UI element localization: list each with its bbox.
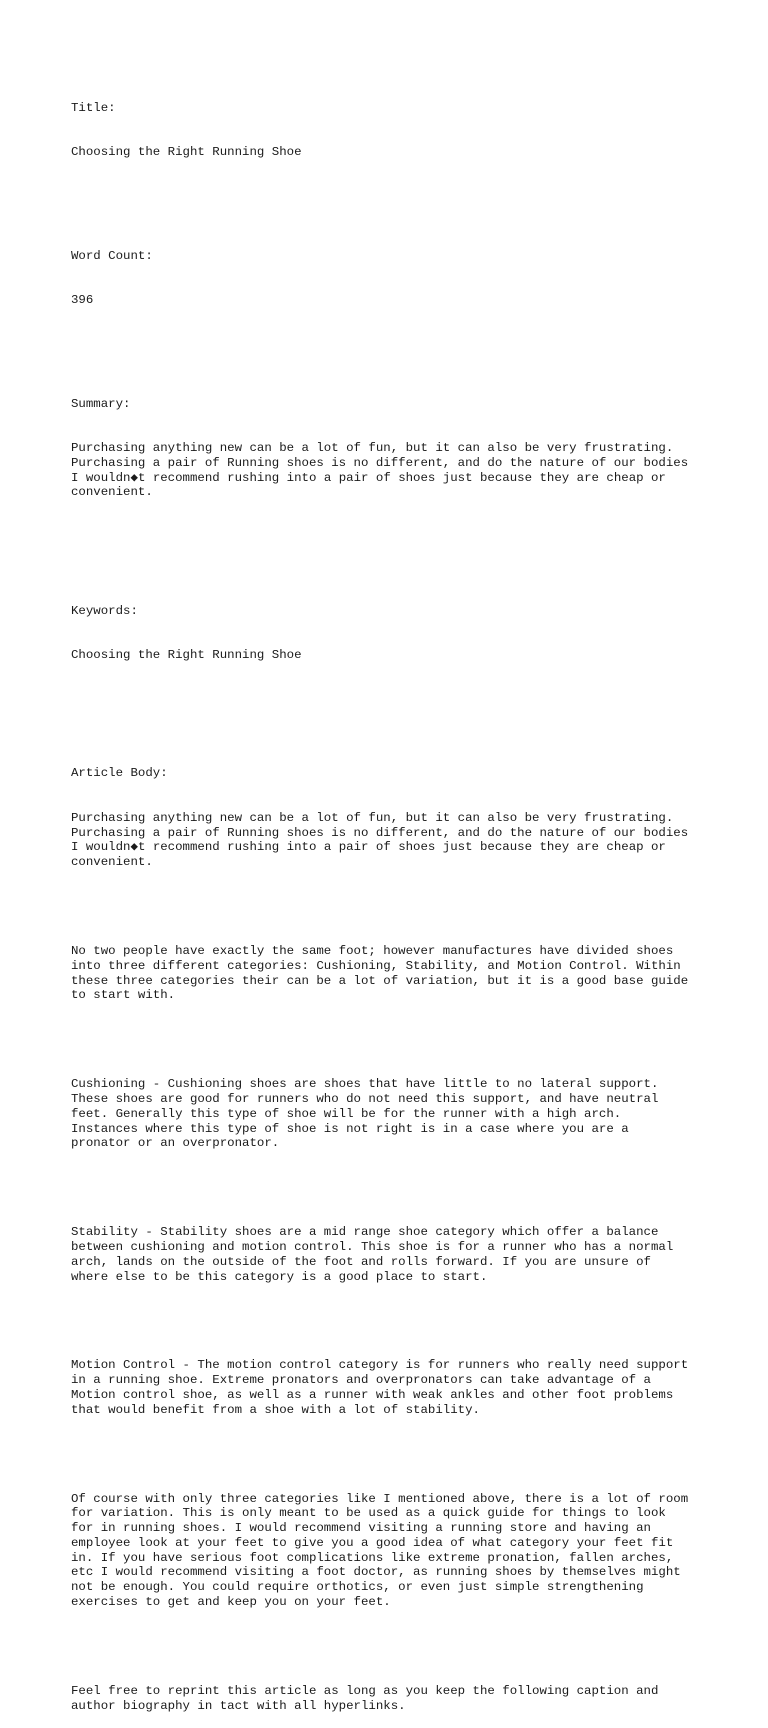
summary-text: Purchasing anything new can be a lot of fun, but it can also be very frustrating. Purchasing a pair of Running shoes is no different, and do the nature of our bodies I wouldn◆t recommend rushing into a pair of shoes just because they are cheap or convenient. bbox=[71, 440, 689, 500]
word-count-label: Word Count: bbox=[71, 248, 153, 263]
keywords-value: Choosing the Right Running Shoe bbox=[71, 648, 302, 663]
article-paragraph: Purchasing anything new can be a lot of fun, but it can also be very frustrating. Purchasing a pair of Running shoes is no different, and do the nature of our bodies I wouldn◆t recommend rushing into a pair of shoes just because they are cheap or convenient. bbox=[71, 810, 689, 870]
article-paragraph: Stability - Stability shoes are a mid range shoe category which offer a balance between cushioning and motion control. This shoe is for a runner who has a normal arch, lands on the outside of the foot and rolls forward. If you are unsure of where else to be this category is a good place to start. bbox=[71, 1225, 674, 1284]
title-label: Title: bbox=[71, 100, 116, 115]
article-paragraph: Motion Control - The motion control category is for runners who really need support in a running shoe. Extreme pronators and overpronators can take advantage of a Motion control shoe, as well as a runner with weak ankles and other foot problems that would benefit from a shoe with a lot of stability. bbox=[71, 1358, 689, 1417]
title-value: Choosing the Right Running Shoe bbox=[71, 144, 302, 159]
document-page bbox=[71, 71, 731, 1728]
article-paragraph: Cushioning - Cushioning shoes are shoes that have little to no lateral support. These shoes are good for runners who do not need this support, and have neutral feet. Generally this type of shoe will be for the runner with a high arch. Instances where this type of shoe is not right is in a case where you are a pronator or an overpronator. bbox=[71, 1077, 659, 1151]
word-count-value: 396 bbox=[71, 292, 94, 307]
summary-label: Summary: bbox=[71, 396, 131, 411]
article-paragraph: Feel free to reprint this article as long as you keep the following caption and author biography in tact with all hyperlinks. bbox=[71, 1683, 659, 1713]
article-paragraph: Of course with only three categories like I mentioned above, there is a lot of room for variation. This is only meant to be used as a quick guide for things to look for in running shoes. I would recommend visiting a running store and having an employee look at your feet to give you a good idea of what category your feet fit in. If you have serious foot complications like extreme pronation, fallen arches, etc I would recommend visiting a foot doctor, as running shoes by themselves might not be enough. You could require orthotics, or even just simple strengthening exercises to get and keep you on your feet. bbox=[71, 1491, 689, 1610]
article-body-label: Article Body: bbox=[71, 766, 168, 781]
article-paragraph: No two people have exactly the same foot; however manufactures have divided shoes into three different categories: Cushioning, Stability, and Motion Control. Within these three categories their can be a lot of variation, but it is a good base guide to start with. bbox=[71, 944, 689, 1003]
keywords-label: Keywords: bbox=[71, 603, 138, 618]
